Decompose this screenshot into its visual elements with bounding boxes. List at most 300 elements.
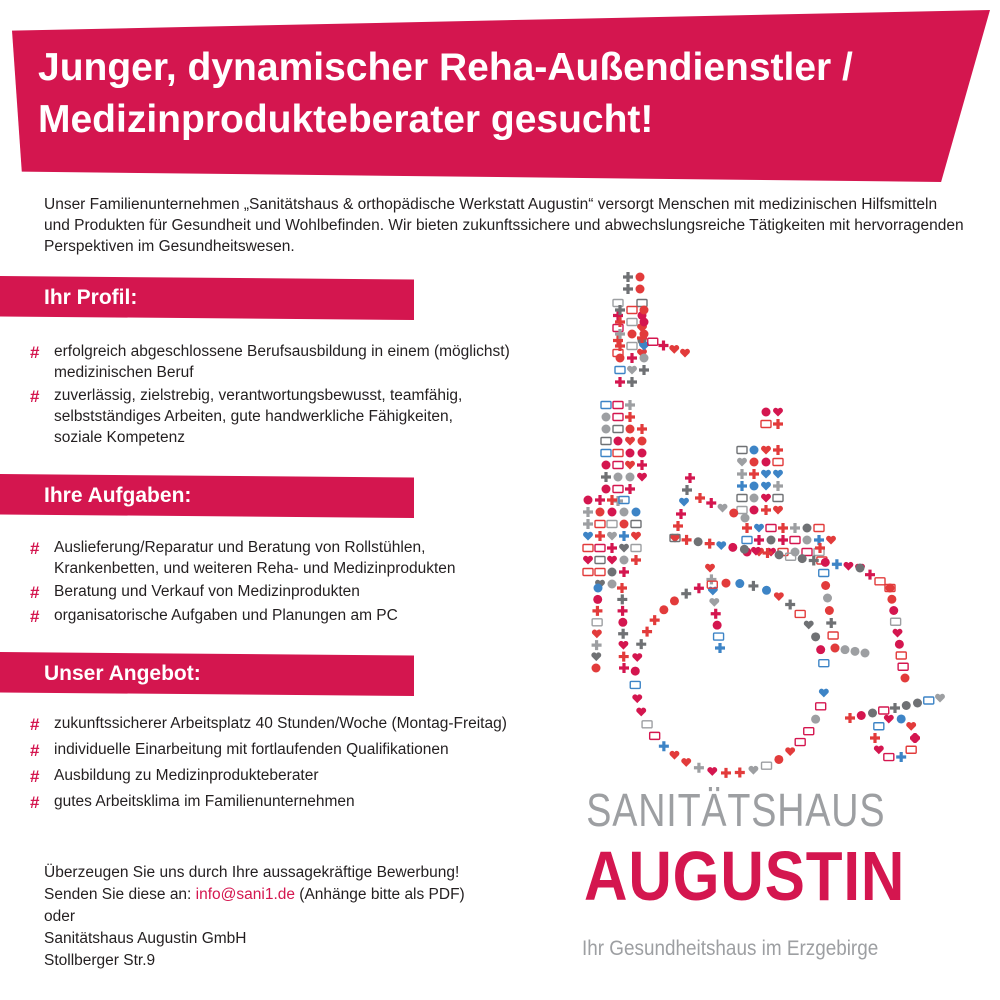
mosaic-icon <box>762 586 771 595</box>
mosaic-icon <box>762 762 772 769</box>
mosaic-icon <box>711 609 721 619</box>
mosaic-icon <box>761 446 771 455</box>
mosaic-icon <box>898 663 908 670</box>
mosaic-icon <box>627 366 637 375</box>
mosaic-icon <box>607 532 617 541</box>
profile-list <box>30 341 570 448</box>
offer-list <box>30 713 570 812</box>
mosaic-icon <box>773 419 783 429</box>
mosaic-icon <box>642 721 652 728</box>
wheelchair-mosaic-icon <box>560 248 990 788</box>
mosaic-icon <box>897 714 906 723</box>
mosaic-icon <box>825 606 834 615</box>
mosaic-icon <box>619 652 629 662</box>
bullet-hash-icon: # <box>30 793 40 812</box>
mosaic-icon <box>694 763 704 773</box>
mosaic-icon <box>856 564 865 573</box>
mosaic-icon <box>901 674 910 683</box>
mosaic-icon <box>620 520 629 529</box>
mosaic-icon <box>735 767 745 777</box>
mosaic-icon <box>632 694 642 703</box>
mosaic-icon <box>695 493 705 503</box>
mosaic-icon <box>773 470 783 479</box>
mosaic-icon <box>583 532 593 541</box>
mosaic-icon <box>595 495 605 505</box>
mosaic-icon <box>775 550 784 559</box>
mosaic-icon <box>636 708 646 717</box>
mosaic-icon <box>602 485 611 494</box>
mosaic-icon <box>713 621 722 630</box>
mosaic-icon <box>729 509 738 518</box>
company-street: Stollberger Str.9 <box>44 952 156 969</box>
mosaic-icon <box>750 494 759 503</box>
mosaic-icon <box>814 525 824 532</box>
mosaic-icon <box>623 272 633 282</box>
mosaic-icon <box>640 306 649 315</box>
mosaic-icon <box>705 564 715 573</box>
mosaic-icon <box>750 446 759 455</box>
mosaic-icon <box>601 472 611 482</box>
mosaic-icon <box>593 595 602 604</box>
mosaic-icon <box>613 450 623 457</box>
bullet-hash-icon: # <box>30 715 40 734</box>
mosaic-icon <box>811 632 820 641</box>
mosaic-icon <box>694 537 703 546</box>
mosaic-icon <box>774 755 783 764</box>
mosaic-icon <box>630 681 640 688</box>
mosaic-icon <box>637 300 647 307</box>
list-item-text: zuverlässig, zielstrebig, verantwortungsbewusst, teamfähig, selbstständiges Arbeiten, gute handwerkliche Fähigkeiten, soziale Kompetenz <box>54 387 463 446</box>
mosaic-icon <box>595 521 605 528</box>
mosaic-icon <box>819 660 829 667</box>
mosaic-icon <box>861 649 870 658</box>
mosaic-icon <box>613 414 623 421</box>
bullet-hash-icon: # <box>30 539 40 558</box>
mosaic-icon <box>659 341 669 351</box>
mosaic-icon <box>718 504 728 513</box>
mosaic-icon <box>618 641 628 650</box>
mosaic-icon <box>592 630 602 639</box>
list-item <box>30 765 570 786</box>
mosaic-icon <box>889 606 898 615</box>
mosaic-icon <box>619 663 629 673</box>
mosaic-icon <box>595 569 605 576</box>
bullet-hash-icon: # <box>30 741 40 760</box>
mosaic-icon <box>685 473 695 483</box>
mosaic-icon <box>613 426 623 433</box>
list-item <box>30 791 570 812</box>
mosaic-icon <box>766 525 776 532</box>
mosaic-icon <box>636 273 645 282</box>
mosaic-icon <box>591 652 601 661</box>
mosaic-icon <box>935 694 945 703</box>
mosaic-icon <box>637 460 647 470</box>
bullet-hash-icon: # <box>30 343 40 362</box>
mosaic-icon <box>608 580 617 589</box>
mosaic-icon <box>637 424 647 434</box>
mosaic-icon <box>902 701 911 710</box>
mosaic-icon <box>608 508 617 517</box>
mosaic-icon <box>750 482 759 491</box>
mosaic-icon <box>584 496 593 505</box>
list-item <box>30 537 570 579</box>
mosaic-icon <box>601 402 611 409</box>
mosaic-icon <box>750 458 759 467</box>
mosaic-icon <box>631 555 641 565</box>
mosaic-icon <box>816 645 825 654</box>
mosaic-icon <box>707 767 717 776</box>
mosaic-icon <box>843 562 853 571</box>
list-item-text: erfolgreich abgeschlossene Berufsausbildung in einem (möglichst) medizinischen Beruf <box>54 343 510 381</box>
bullet-hash-icon: # <box>30 607 40 626</box>
mosaic-icon <box>625 412 635 422</box>
mosaic-icon <box>762 458 771 467</box>
mosaic-icon <box>795 610 805 617</box>
mosaic-icon <box>716 541 726 550</box>
mosaic-icon <box>583 545 593 552</box>
mosaic-icon <box>618 606 628 616</box>
mosaic-icon <box>773 445 783 455</box>
mosaic-icon <box>583 507 593 517</box>
mosaic-icon <box>583 569 593 576</box>
mosaic-icon <box>804 728 814 735</box>
mosaic-icon <box>774 592 784 601</box>
mosaic-icon <box>627 319 637 326</box>
mosaic-icon <box>627 343 637 350</box>
mosaic-icon <box>790 537 800 544</box>
mosaic-icon <box>737 507 747 514</box>
mosaic-icon <box>803 524 812 533</box>
mosaic-icon <box>679 498 689 507</box>
mosaic-icon <box>659 741 669 751</box>
mosaic-icon <box>613 462 623 469</box>
intro-text: Unser Familienunternehmen „Sanitätshaus & orthopädische Werkstatt Augustin“ versorgt Menschen mit medizinischen Hilfsmitteln und Produkten für Gesundheit und Wohlbefinden. Wir bieten zukunftssichere und abwechslungsreiche Tätigkeiten mit hervorragenden Perspektiven im Gesundheitswesen. <box>44 196 964 255</box>
mosaic-icon <box>601 450 611 457</box>
mosaic-icon <box>767 536 776 545</box>
mosaic-icon <box>682 485 692 495</box>
mosaic-icon <box>602 461 611 470</box>
mosaic-icon <box>632 653 642 662</box>
title-line-1: Junger, dynamischer Reha-Außendienstler / <box>38 46 853 89</box>
list-item-text: Auslieferung/Reparatur und Beratung von Rollstühlen, Krankenbetten, und weiteren Reha- und Medizinprodukten <box>54 539 456 577</box>
mosaic-icon <box>906 746 916 753</box>
mosaic-icon <box>896 652 906 659</box>
mosaic-icon <box>681 589 691 599</box>
mosaic-icon <box>617 583 627 593</box>
mosaic-icon <box>608 568 617 577</box>
mosaic-icon <box>615 377 625 387</box>
mosaic-icon <box>884 754 894 761</box>
mosaic-icon <box>631 532 641 541</box>
mosaic-icon <box>785 599 795 609</box>
mosaic-icon <box>737 495 747 502</box>
mosaic-icon <box>627 377 637 387</box>
mosaic-icon <box>714 633 724 640</box>
mosaic-icon <box>613 402 623 409</box>
mosaic-icon <box>631 667 640 676</box>
mosaic-icon <box>761 494 771 503</box>
mosaic-icon <box>778 535 788 545</box>
mosaic-icon <box>845 713 855 723</box>
mosaic-icon <box>636 285 645 294</box>
mosaic-icon <box>804 621 814 630</box>
mosaic-icon <box>628 330 637 339</box>
mosaic-icon <box>857 711 866 720</box>
list-item-text: gutes Arbeitsklima im Familienunternehmen <box>54 793 355 810</box>
company-name: Sanitätshaus Augustin GmbH <box>44 930 247 947</box>
contact-send-suffix: (Anhänge bitte als PDF) <box>295 886 465 903</box>
mosaic-icon <box>737 458 747 467</box>
mosaic-icon <box>761 421 771 428</box>
mosaic-icon <box>828 632 838 639</box>
mosaic-icon <box>602 413 611 422</box>
mosaic-icon <box>595 545 605 552</box>
mosaic-icon <box>851 647 860 656</box>
mosaic-icon <box>773 481 783 491</box>
mosaic-icon <box>826 618 836 628</box>
mosaic-icon <box>595 557 605 564</box>
mosaic-icon <box>616 354 625 363</box>
mosaic-icon <box>625 461 635 470</box>
mosaic-icon <box>632 508 641 517</box>
mosaic-icon <box>625 484 635 494</box>
mosaic-icon <box>620 556 629 565</box>
mosaic-icon <box>887 595 896 604</box>
mosaic-icon <box>737 447 747 454</box>
mosaic-icon <box>762 408 771 417</box>
title-line-2: Medizinprodukteberater gesucht! <box>38 98 654 141</box>
logo-augustin: AUGUSTIN <box>584 837 906 915</box>
mosaic-icon <box>607 495 617 505</box>
mosaic-icon <box>754 535 764 545</box>
profile-section-title: Ihr Profil: <box>44 286 138 309</box>
offer-section-title: Unser Angebot: <box>44 662 201 685</box>
mosaic-icon <box>891 618 901 625</box>
bullet-hash-icon: # <box>30 767 40 786</box>
mosaic-icon <box>740 545 749 554</box>
mosaic-icon <box>737 481 747 491</box>
mosaic-icon <box>870 733 880 743</box>
email-link[interactable]: info@sani1.de <box>195 886 295 903</box>
mosaic-icon <box>669 345 679 354</box>
list-item <box>30 341 570 383</box>
mosaic-icon <box>742 537 752 544</box>
mosaic-icon <box>826 536 836 545</box>
mosaic-icon <box>602 425 611 434</box>
mosaic-icon <box>650 732 660 739</box>
mosaic-icon <box>694 583 704 593</box>
mosaic-icon <box>676 509 686 519</box>
mosaic-icon <box>650 615 660 625</box>
mosaic-icon <box>640 318 649 327</box>
bullet-hash-icon: # <box>30 583 40 602</box>
mosaic-icon <box>670 596 679 605</box>
mosaic-icon <box>620 508 629 517</box>
list-item <box>30 713 570 734</box>
mosaic-icon <box>594 584 603 593</box>
mosaic-icon <box>636 639 646 649</box>
mosaic-icon <box>811 715 820 724</box>
mosaic-icon <box>601 438 611 445</box>
mosaic-icon <box>715 643 725 653</box>
mosaic-icon <box>803 536 812 545</box>
mosaic-icon <box>607 556 617 565</box>
tasks-list <box>30 537 570 626</box>
mosaic-icon <box>750 506 759 515</box>
mosaic-icon <box>640 354 649 363</box>
mosaic-icon <box>682 535 692 545</box>
mosaic-icon <box>875 578 885 585</box>
mosaic-icon <box>798 554 807 563</box>
mosaic-icon <box>773 495 783 502</box>
mosaic-icon <box>625 400 635 410</box>
mosaic-icon <box>617 594 627 604</box>
mosaic-icon <box>737 469 747 479</box>
mosaic-icon <box>626 425 635 434</box>
mosaic-icon <box>924 697 934 704</box>
list-item <box>30 581 570 602</box>
mosaic-icon <box>709 598 719 607</box>
mosaic-icon <box>592 606 602 616</box>
mosaic-group <box>583 272 945 778</box>
list-item-text: individuelle Einarbeitung mit fortlaufenden Qualifikationen <box>54 741 449 758</box>
mosaic-icon <box>773 506 783 515</box>
mosaic-icon <box>841 645 850 654</box>
mosaic-icon <box>749 469 759 479</box>
mosaic-icon <box>595 531 605 541</box>
mosaic-icon <box>761 470 771 479</box>
mosaic-icon <box>748 581 758 591</box>
mosaic-icon <box>619 567 629 577</box>
mosaic-icon <box>823 594 832 603</box>
mosaic-icon <box>638 437 647 446</box>
mosaic-icon <box>706 498 716 508</box>
list-item-text: Beratung und Verkauf von Medizinprodukten <box>54 583 360 600</box>
list-item-text: Ausbildung zu Medizinprodukteberater <box>54 767 319 784</box>
mosaic-icon <box>614 437 623 446</box>
list-item <box>30 605 570 626</box>
mosaic-icon <box>821 558 830 567</box>
mosaic-icon <box>819 570 829 577</box>
mosaic-icon <box>721 579 730 588</box>
mosaic-icon <box>615 367 625 374</box>
contact-block <box>44 862 564 972</box>
mosaic-icon <box>583 556 593 565</box>
mosaic-icon <box>742 523 752 533</box>
mosaic-icon <box>893 629 903 638</box>
logo-tagline: Ihr Gesundheitshaus im Erzgebirge <box>582 937 879 960</box>
mosaic-icon <box>625 437 635 446</box>
mosaic-icon <box>631 521 641 528</box>
page-title <box>38 42 968 146</box>
mosaic-icon <box>785 747 795 756</box>
mosaic-icon <box>890 703 900 713</box>
mosaic-icon <box>773 459 783 466</box>
mosaic-icon <box>741 514 750 523</box>
mosaic-icon <box>773 408 783 417</box>
list-item-text: zukunftssicherer Arbeitsplatz 40 Stunden/Woche (Montag-Freitag) <box>54 715 507 732</box>
mosaic-icon <box>631 545 641 552</box>
mosaic-icon <box>648 338 658 345</box>
mosaic-icon <box>790 523 800 533</box>
mosaic-icon <box>721 768 731 778</box>
contact-cta: Überzeugen Sie uns durch Ihre aussagekräftige Bewerbung! <box>44 864 460 881</box>
mosaic-icon <box>735 579 744 588</box>
mosaic-icon <box>592 619 602 626</box>
mosaic-icon <box>879 707 889 714</box>
mosaic-icon <box>637 473 647 482</box>
mosaic-icon <box>728 543 737 552</box>
mosaic-icon <box>623 284 633 294</box>
mosaic-icon <box>626 473 635 482</box>
mosaic-icon <box>613 486 623 493</box>
mosaic-icon <box>748 766 758 775</box>
mosaic-icon <box>874 746 884 755</box>
mosaic-icon <box>884 715 894 724</box>
mosaic-icon <box>619 544 629 553</box>
mosaic-icon <box>670 751 680 760</box>
mosaic-icon <box>832 559 842 569</box>
mosaic-icon <box>896 752 906 762</box>
mosaic-icon <box>831 644 840 653</box>
mosaic-icon <box>910 733 920 743</box>
mosaic-icon <box>638 449 647 458</box>
mosaic-icon <box>619 531 629 541</box>
mosaic-icon <box>868 709 877 718</box>
mosaic-icon <box>626 449 635 458</box>
list-item <box>30 385 570 448</box>
mosaic-icon <box>642 627 652 637</box>
mosaic-icon <box>659 605 668 614</box>
logo-sanitaetshaus: SANITÄTSHAUS <box>586 784 886 836</box>
mosaic-icon <box>761 482 771 491</box>
mosaic-icon <box>705 539 715 549</box>
mosaic-icon <box>639 365 649 375</box>
mosaic-icon <box>618 618 627 627</box>
mosaic-icon <box>895 640 904 649</box>
mosaic-icon <box>607 543 617 553</box>
list-item-text: organisatorische Aufgaben und Planungen am PC <box>54 607 398 624</box>
mosaic-icon <box>754 524 764 533</box>
mosaic-icon <box>607 521 617 528</box>
contact-send-prefix: Senden Sie diese an: <box>44 886 196 903</box>
mosaic-icon <box>618 629 628 639</box>
mosaic-icon <box>795 739 805 746</box>
mosaic-icon <box>681 758 691 767</box>
contact-or: oder <box>44 908 76 925</box>
mosaic-icon <box>821 581 830 590</box>
mosaic-icon <box>819 689 829 698</box>
mosaic-icon <box>778 523 788 533</box>
list-item <box>30 739 570 760</box>
mosaic-icon <box>596 508 605 517</box>
mosaic-icon <box>627 307 637 314</box>
mosaic-icon <box>592 664 601 673</box>
mosaic-icon <box>906 722 916 731</box>
mosaic-icon <box>627 353 637 363</box>
mosaic-icon <box>913 699 922 708</box>
contact-send-line <box>44 884 564 906</box>
mosaic-icon <box>680 349 690 358</box>
mosaic-icon <box>614 473 623 482</box>
tasks-section-title: Ihre Aufgaben: <box>44 484 192 507</box>
mosaic-icon <box>673 521 683 531</box>
mosaic-icon <box>592 640 602 650</box>
mosaic-icon <box>874 723 884 730</box>
bullet-hash-icon: # <box>30 387 40 406</box>
mosaic-icon <box>865 570 875 580</box>
mosaic-icon <box>761 505 771 515</box>
